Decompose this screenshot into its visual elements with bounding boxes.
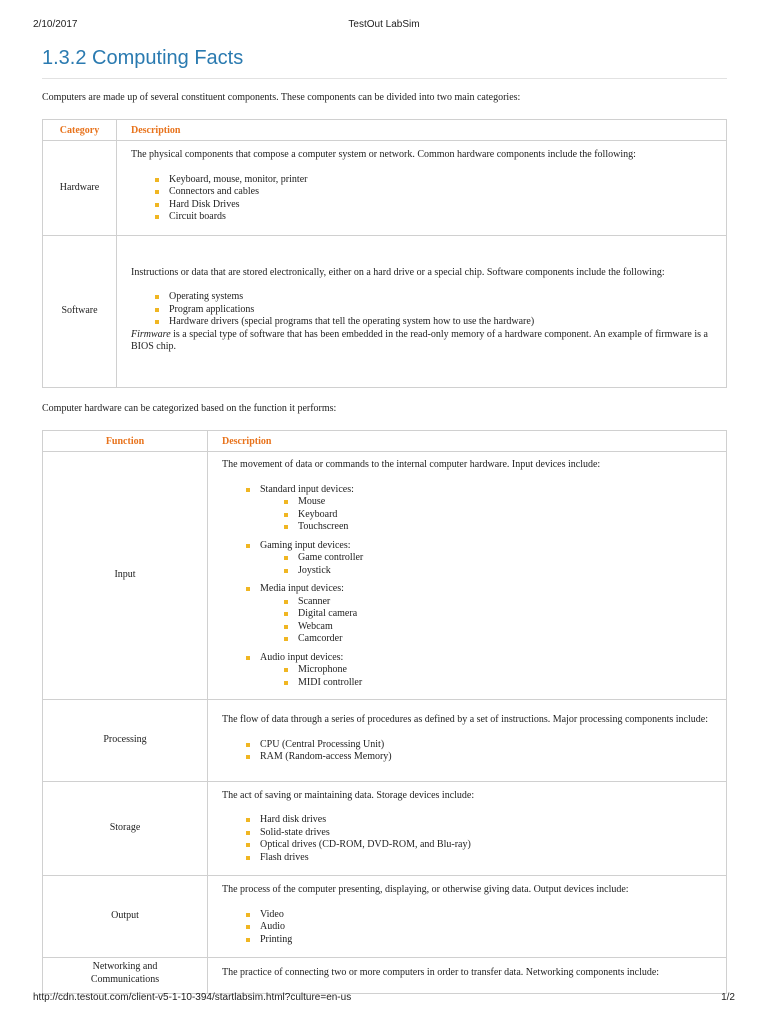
list-item [246,583,712,646]
hardware-list [131,174,712,224]
list-item: Camcorder [284,633,712,646]
input-groups-list [222,484,712,690]
firmware-note [131,329,712,354]
list-item: Solid-state drives [246,827,712,840]
function-table [42,430,727,994]
list-item [246,540,712,578]
nested-list [260,496,712,534]
column-header-description: Description [117,120,727,141]
row-key-hardware: Hardware [43,141,117,236]
list-item: Connectors and cables [155,186,712,199]
list-item: Touchscreen [284,521,712,534]
group-label: Gaming input devices: [260,539,351,551]
category-table [42,119,727,388]
group-label: Standard input devices: [260,483,354,495]
row-desc-software [117,236,727,388]
firmware-note-text: is a special type of software that has been embedded in the read-only memory of a hardware component. An example of firmware is a BIOS chip. [131,328,708,352]
print-footer [33,992,735,1006]
list-item: Mouse [284,496,712,509]
list-item [246,652,712,690]
list-item: CPU (Central Processing Unit) [246,739,712,752]
row-key-processing: Processing [43,700,208,782]
group-label: Media input devices: [260,583,344,594]
print-date: 2/10/2017 [33,19,78,30]
list-item: Webcam [284,621,712,634]
row-desc-hardware [117,141,727,236]
list-item: Hard Disk Drives [155,199,712,212]
firmware-term: Firmware [131,328,171,340]
nested-list [260,596,712,646]
nested-list [260,664,712,689]
list-item [246,484,712,534]
table-row-processing [43,700,727,782]
row-desc-storage [208,782,727,876]
desc-text: The process of the computer presenting, displaying, or otherwise giving data. Output devices include: [222,884,629,895]
desc-text: The physical components that compose a computer system or network. Common hardware components include the following: [131,149,636,161]
list-item: Audio [246,921,712,934]
table-row-software [43,236,727,388]
column-header-category: Category [43,120,117,141]
print-header [33,19,735,33]
row-key-storage: Storage [43,782,208,876]
list-item: Keyboard [284,509,712,522]
print-title: TestOut LabSim [348,19,420,30]
table-row-networking [43,958,727,994]
software-list [131,291,712,329]
list-item: Video [246,909,712,922]
table-row-storage [43,782,727,876]
intro-paragraph: Computers are made up of several constituent components. These components can be divided into two main categories: [42,92,521,103]
list-item: MIDI controller [284,677,712,690]
page-number: 1/2 [721,992,735,1003]
row-key-output: Output [43,876,208,958]
row-desc-output [208,876,727,958]
list-item: Hardware drivers (special programs that tell the operating system how to use the hardware) [155,316,712,329]
table-row-output [43,876,727,958]
row-key-software: Software [43,236,117,388]
list-item: Microphone [284,664,712,677]
row-desc-networking [208,958,727,994]
desc-text: The practice of connecting two or more computers in order to transfer data. Networking components include: [222,967,660,978]
row-key-networking [43,958,208,994]
processing-list [222,739,712,764]
column-header-description: Description [208,431,727,452]
list-item: Program applications [155,304,712,317]
row-key-input: Input [43,452,208,700]
list-item: Printing [246,934,712,947]
table-row-hardware [43,141,727,236]
list-item: Joystick [284,565,712,578]
list-item: Flash drives [246,852,712,865]
output-list [222,909,712,947]
table-row-input [43,452,727,700]
row-key-line: Communications [90,973,160,985]
list-item: Hard disk drives [246,814,712,827]
list-item: Game controller [284,552,712,565]
row-key-line: Networking and [92,961,158,972]
list-item: Circuit boards [155,211,712,224]
list-item: Operating systems [155,291,712,304]
row-desc-processing [208,700,727,782]
article [42,42,727,994]
desc-text: Instructions or data that are stored electronically, either on a hard drive or a special chip. Software components include the following: [131,266,665,278]
column-header-function: Function [43,431,208,452]
intro2-paragraph: Computer hardware can be categorized based on the function it performs: [42,403,337,414]
table-header-row [43,431,727,452]
desc-text: The flow of data through a series of procedures as defined by a set of instructions. Major processing components include: [222,714,708,726]
storage-list [222,814,712,864]
nested-list [260,552,712,577]
list-item: Optical drives (CD-ROM, DVD-ROM, and Blu-ray) [246,839,712,852]
list-item: RAM (Random-access Memory) [246,751,712,764]
print-url: http://cdn.testout.com/client-v5-1-10-394/startlabsim.html?culture=en-us [33,992,352,1003]
list-item: Digital camera [284,608,712,621]
desc-text: The movement of data or commands to the internal computer hardware. Input devices include: [222,459,601,470]
row-desc-input [208,452,727,700]
list-item: Scanner [284,596,712,609]
group-label: Audio input devices: [260,651,344,663]
desc-text: The act of saving or maintaining data. Storage devices include: [222,789,475,801]
table-header-row [43,120,727,141]
list-item: Keyboard, mouse, monitor, printer [155,174,712,187]
page-title: 1.3.2 Computing Facts [42,46,727,79]
